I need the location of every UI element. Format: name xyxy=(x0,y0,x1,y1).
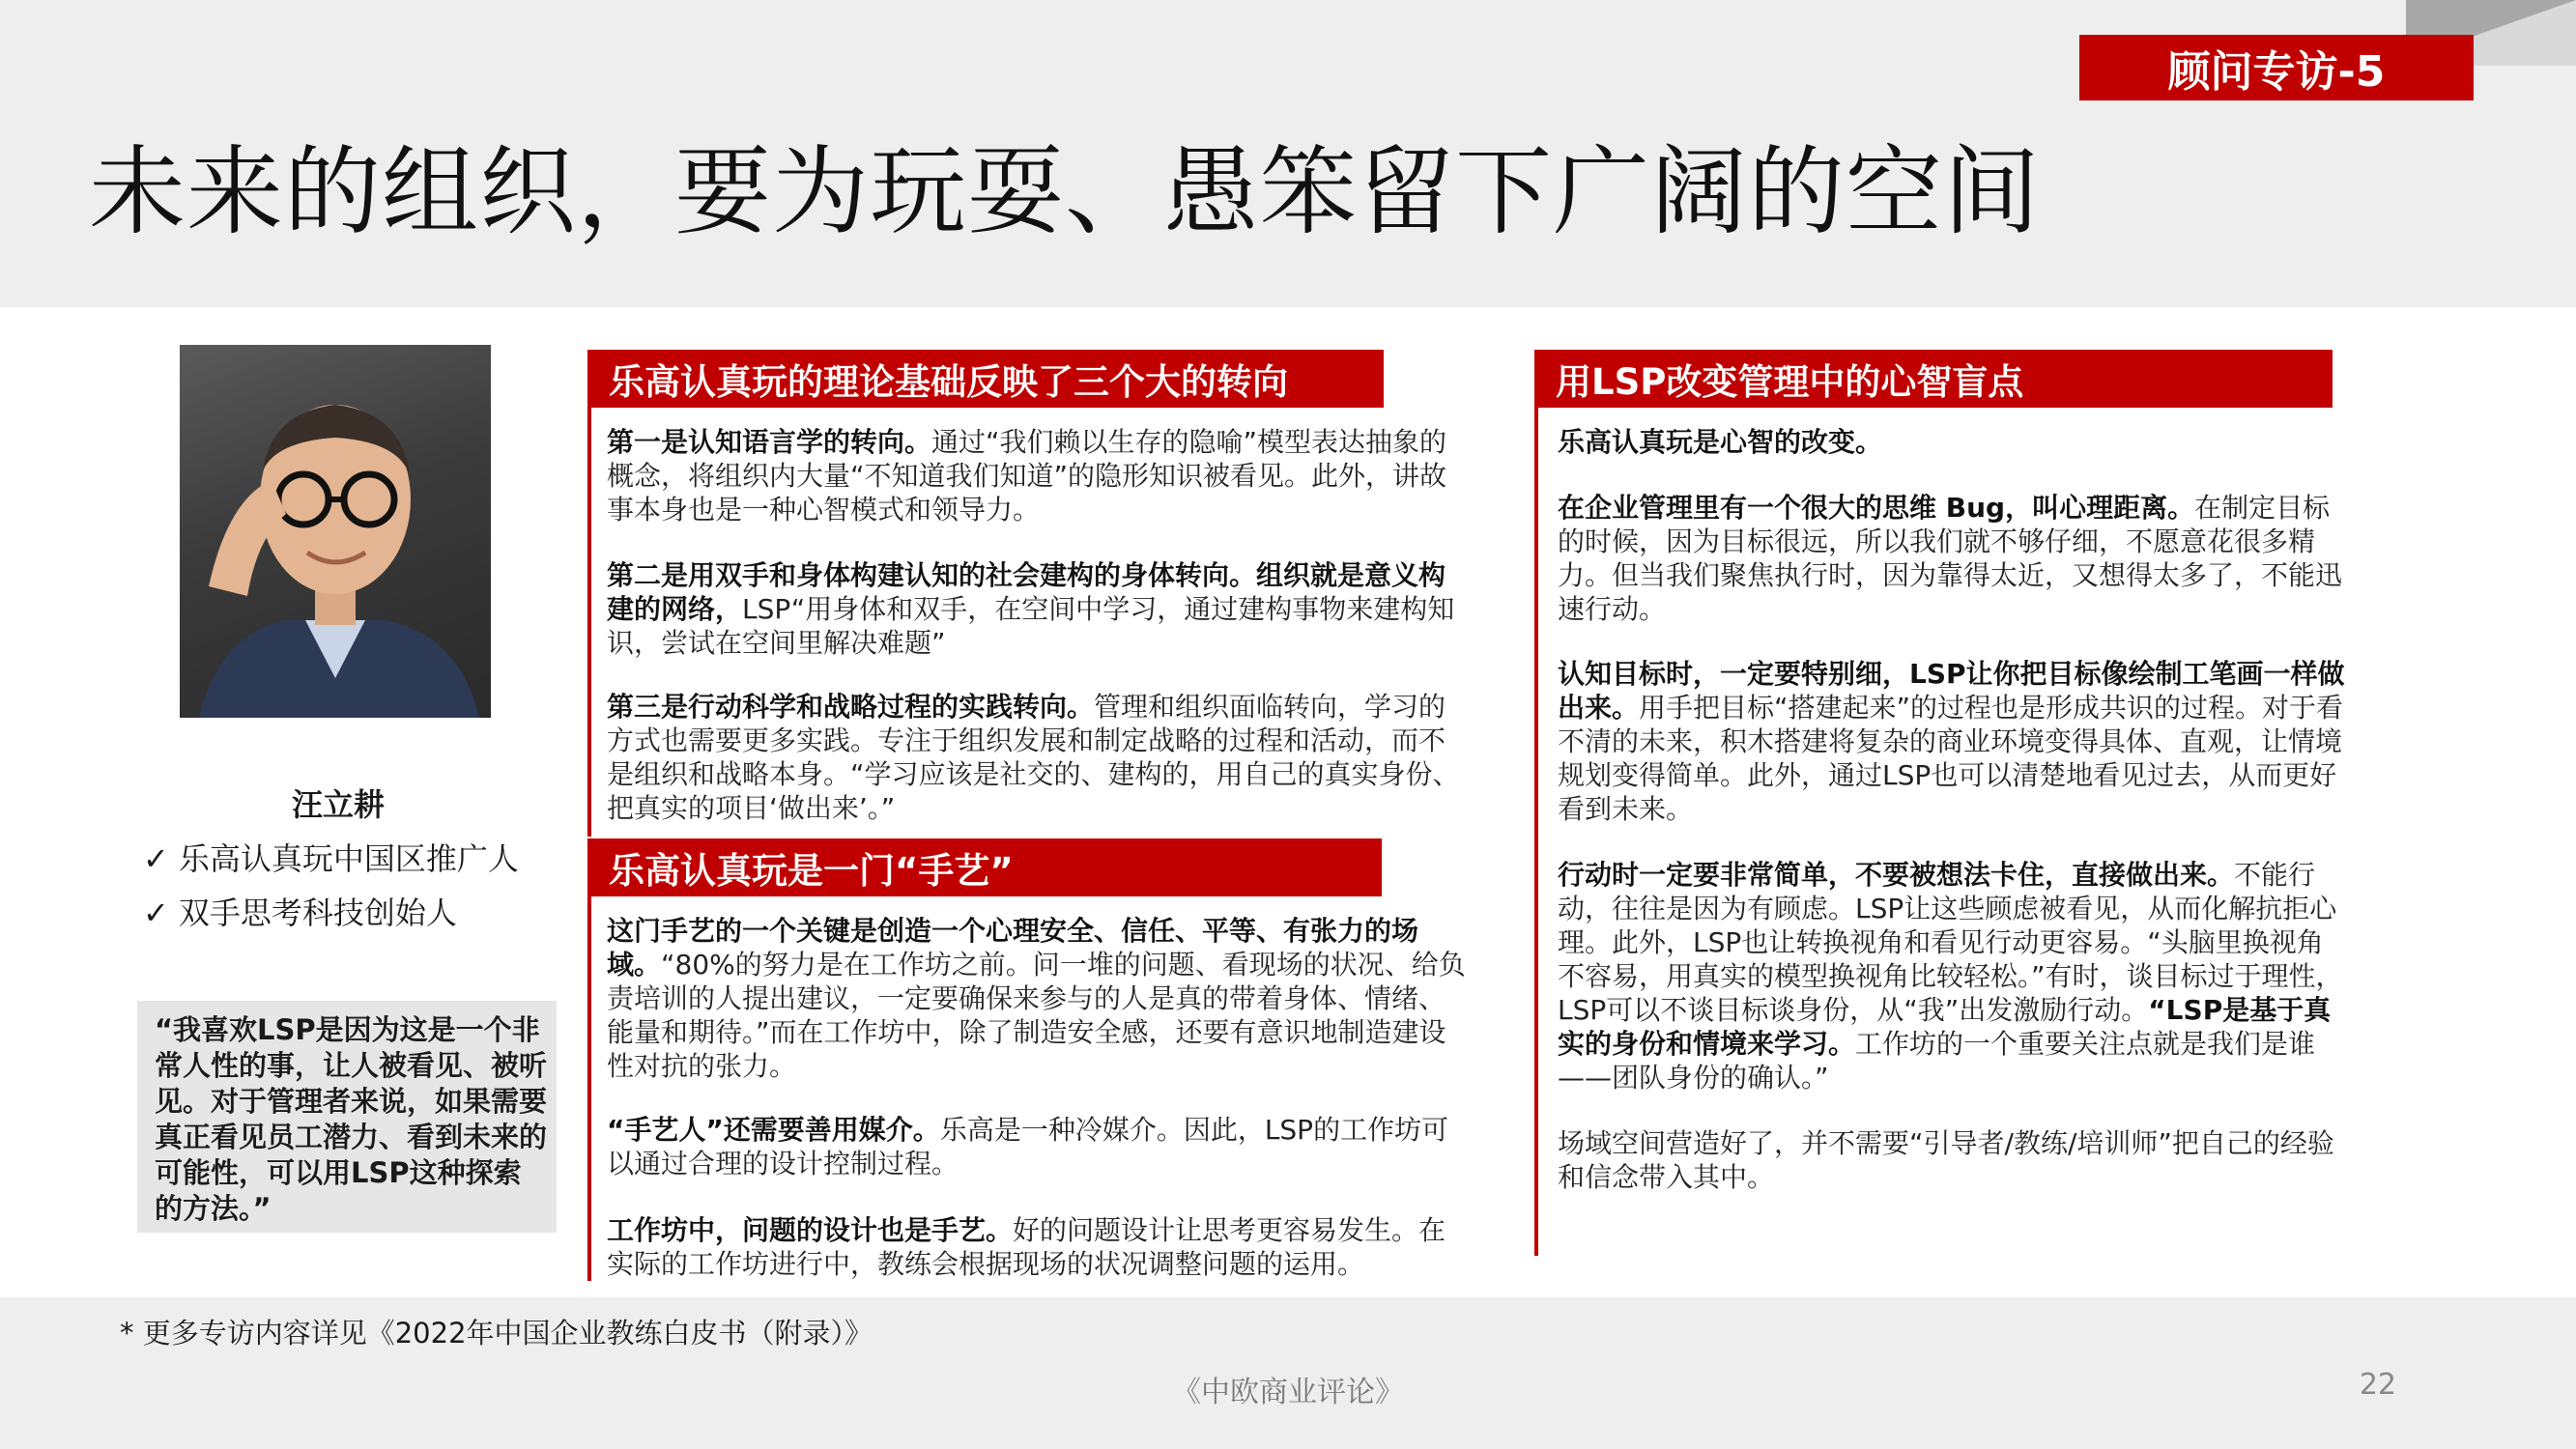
interview-tag: 顾问专访-5 xyxy=(2079,35,2474,100)
section-heading: 乐高认真玩是一门“手艺” xyxy=(587,838,1382,896)
portrait-illustration xyxy=(180,345,491,718)
paragraph: 工作坊中，问题的设计也是手艺。好的问题设计让思考更容易发生。在实际的工作坊进行中，教练会根据现场的状况调整问题的运用。 xyxy=(607,1214,1446,1280)
person-name: 汪立耕 xyxy=(291,786,385,823)
paragraph: “手艺人”还需要善用媒介。乐高是一种冷媒介。因此，LSP的工作坊可以通过合理的设计控制过程。 xyxy=(607,1114,1449,1179)
paragraph: 场域空间营造好了，并不需要“引导者/教练/培训师”把自己的经验和信念带入其中。 xyxy=(1558,1127,2334,1193)
paragraph: 第一是认知语言学的转向。通过“我们赖以生存的隐喻”模型表达抽象的概念，将组织内大量“不知道我们知道”的隐形知识被看见。此外，讲故事本身也是一种心智模式和领导力。 xyxy=(607,426,1447,526)
paragraph: 第二是用双手和身体构建认知的社会建构的身体转向。组织就是意义构建的网络，LSP“用身体和双手，在空间中学习，通过建构事物来建构知识，尝试在空间里解决难题” xyxy=(607,559,1455,659)
section-heading: 乐高认真玩的理论基础反映了三个大的转向 xyxy=(587,350,1384,408)
paragraph: 第三是行动科学和战略过程的实践转向。管理和组织面临转向，学习的方式也需要更多实践。专注于组织发展和制定战略的过程和活动，而不是组织和战略本身。“学习应该是社交的、建构的，用自己的真实身份、把真实的项目‘做出来’。” xyxy=(607,691,1460,824)
paragraph: 行动时一定要非常简单，不要被想法卡住，直接做出来。不能行动，往往是因为有顾虑。LSP让这些顾虑被看见，从而化解抗拒心理。此外，LSP也让转换视角和看见行动更容易。“头脑里换视角不容易，用真实的模型换视角比较轻松。”有时，谈目标过于理性，LSP可以不谈目标谈身份，从“我”出发激励行动。“LSP是基于真实的身份和情境来学习。工作坊的一个重要关注点就是我们是谁——团队身份的确认。” xyxy=(1558,859,2343,1094)
section-divider xyxy=(587,838,591,1281)
quote-box: “我喜欢LSP是因为这是一个非常人性的事，让人被看见、被听见。对于管理者来说，如果需要真正看见员工潜力、看到未来的可能性，可以用LSP这种探索的方法。” xyxy=(137,1001,557,1233)
check-icon: ✓ xyxy=(143,840,169,877)
section-divider xyxy=(1534,350,1538,1256)
paragraph: 认知目标时，一定要特别细，LSP让你把目标像绘制工笔画一样做出来。用手把目标“搭建起来”的过程也是形成共识的过程。对于看不清的未来，积木搭建将复杂的商业环境变得具体、直观，让情境规划变得简单。此外，通过LSP也可以清楚地看见过去，从而更好看到未来。 xyxy=(1558,658,2345,825)
page-number: 22 xyxy=(2359,1368,2396,1402)
check-icon: ✓ xyxy=(143,895,169,931)
paragraph: 在企业管理里有一个很大的思维 Bug，叫心理距离。在制定目标的时候，因为目标很远，所以我们就不够仔细，不愿意花很多精力。但当我们聚焦执行时，因为靠得太近，又想得太多了，不能迅速行动。 xyxy=(1558,492,2343,625)
source-credit: 《中欧商业评论》 xyxy=(1172,1376,1404,1409)
section-divider xyxy=(587,350,591,837)
section-heading: 用LSP改变管理中的心智盲点 xyxy=(1534,350,2333,408)
page-title: 未来的组织，要为玩耍、愚笨留下广阔的空间 xyxy=(89,135,2041,248)
footnote: * 更多专访内容详见《2022年中国企业教练白皮书（附录）》 xyxy=(120,1317,873,1350)
paragraph: 乐高认真玩是心智的改变。 xyxy=(1558,426,1883,458)
portrait-photo xyxy=(180,345,491,718)
role-item: ✓ 乐高认真玩中国区推广人 xyxy=(143,840,519,877)
role-item: ✓ 双手思考科技创始人 xyxy=(143,895,457,931)
paragraph: 这门手艺的一个关键是创造一个心理安全、信任、平等、有张力的场域。“80%的努力是在工作坊之前。问一堆的问题、看现场的状况、给负责培训的人提出建议，一定要确保来参与的人是真的带着身体、情绪、能量和期待。”而在工作坊中，除了制造安全感，还要有意识地制造建设性对抗的张力。 xyxy=(607,915,1466,1082)
